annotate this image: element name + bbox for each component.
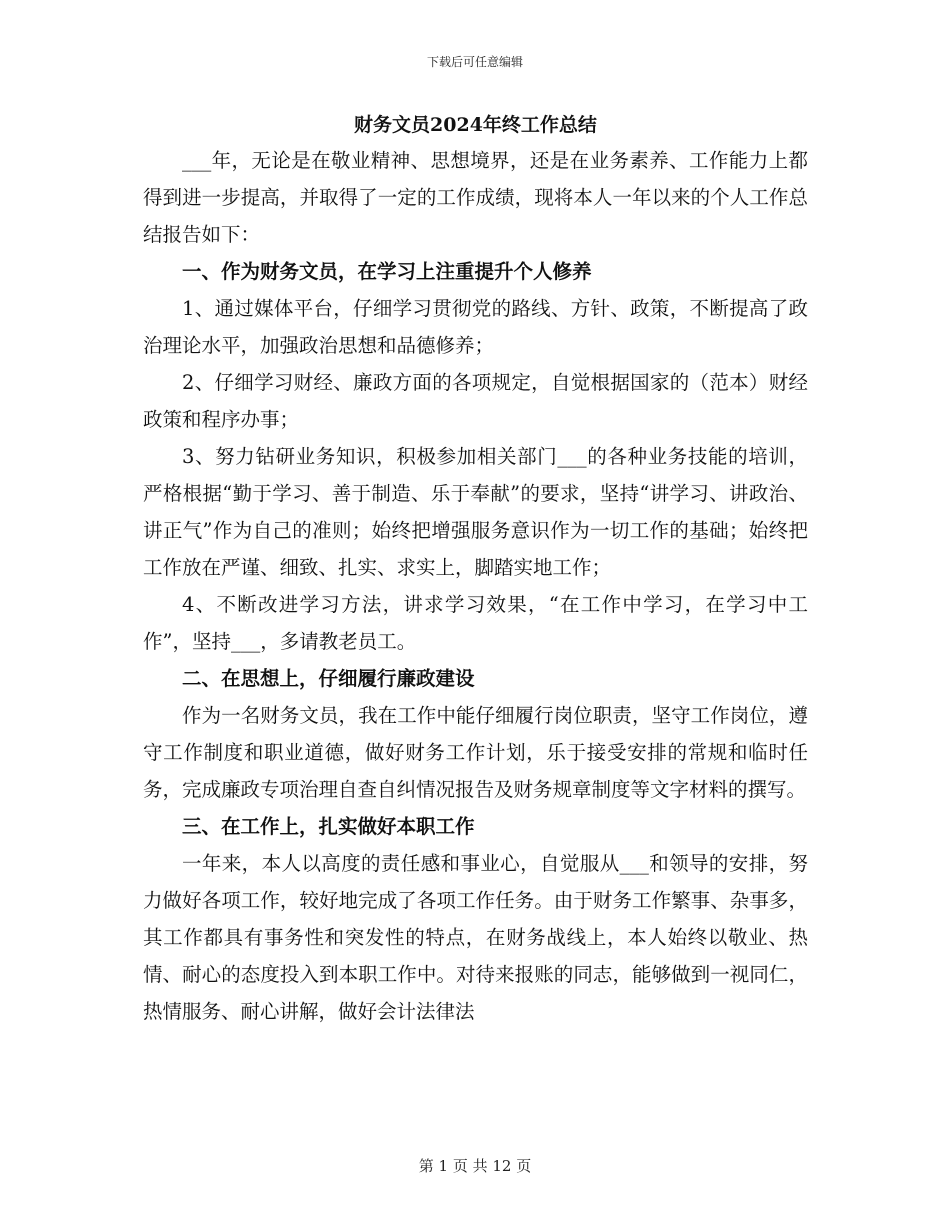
header-note: 下载后可任意编辑: [426, 55, 523, 69]
section-1-item-4: 4、不断改进学习方法，讲求学习效果，“在工作中学习，在学习中工作”，坚持___，多请教老员工。: [143, 593, 808, 653]
section-1-item-3: 3、努力钻研业务知识，积极参加相关部门___的各种业务技能的培训，严格根据“勤于学习、善于制造、乐于奉献”的要求，坚持“讲学习、讲政治、讲正气”作为自己的准则；始终把增强服务意识作为一切工作的基础；始终把工作放在严谨、细致、扎实、求实上，脚踏实地工作；: [143, 445, 808, 579]
section-2-heading: 二、在思想上，仔细履行廉政建设: [182, 667, 475, 690]
section-2-body: 作为一名财务文员，我在工作中能仔细履行岗位职责，坚守工作岗位，遵守工作制度和职业道德，做好财务工作计划，乐于接受安排的常规和临时任务，完成廉政专项治理自查自纠情况报告及财务规章制度等文字材料的撰写。: [143, 704, 808, 801]
section-1-heading: 一、作为财务文员，在学习上注重提升个人修养: [182, 260, 592, 283]
section-3-heading: 三、在工作上，扎实做好本职工作: [182, 815, 475, 838]
section-1-item-1: 1、通过媒体平台，仔细学习贯彻党的路线、方针、政策，不断提高了政治理论水平，加强政治思想和品德修养；: [143, 297, 808, 357]
document-body: [143, 110, 808, 1030]
section-3-body: 一年来，本人以高度的责任感和事业心，自觉服从___和领导的安排，努力做好各项工作，较好地完成了各项工作任务。由于财务工作繁事、杂事多，其工作都具有事务性和突发性的特点，在财务战线上，本人始终以敬业、热情、耐心的态度投入到本职工作中。对待来报账的同志，能够做到一视同仁，热情服务、耐心讲解，做好会计法律法: [143, 852, 808, 1023]
section-1-item-2: 2、仔细学习财经、廉政方面的各项规定，自觉根据国家的（范本）财经政策和程序办事；: [143, 371, 808, 431]
document-title: 财务文员2024年终工作总结: [354, 114, 597, 136]
intro-paragraph: ___年，无论是在敬业精神、思想境界，还是在业务素养、工作能力上都得到进一步提高，并取得了一定的工作成绩，现将本人一年以来的个人工作总结报告如下：: [143, 149, 808, 246]
page-footer: 第 1 页 共 12 页: [418, 1157, 532, 1175]
